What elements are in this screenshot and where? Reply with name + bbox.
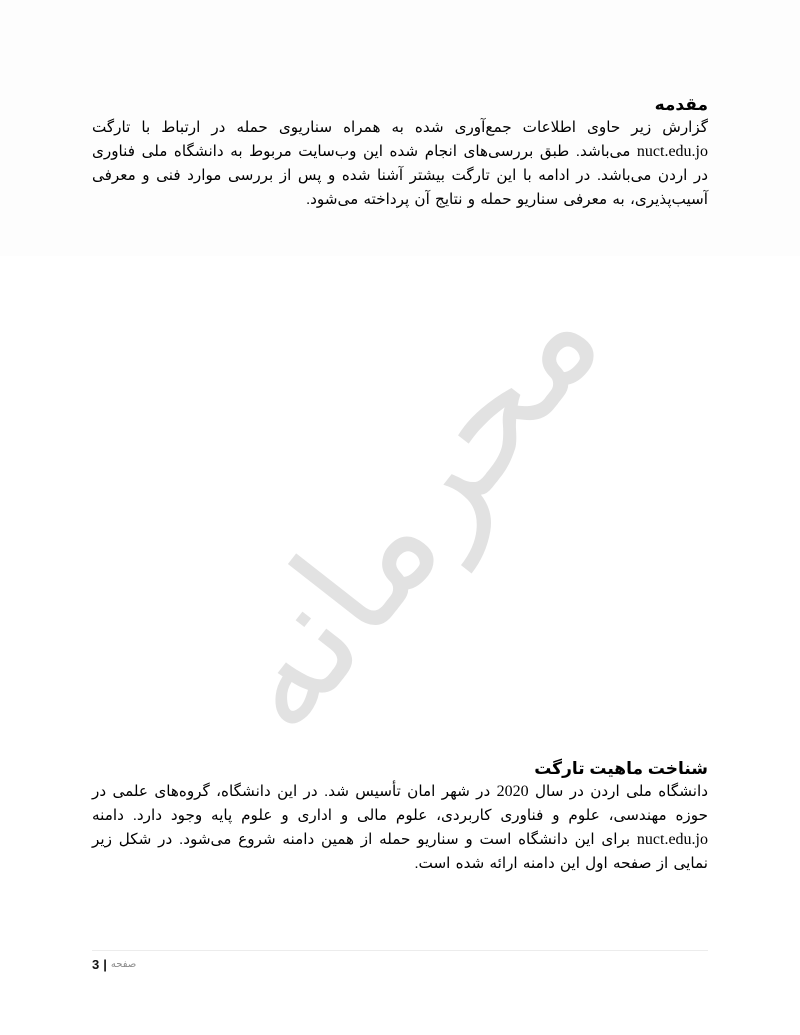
intro-heading: مقدمه — [654, 95, 708, 114]
intro-text-part-2: می‌باشد. طبق بررسی‌های انجام شده این وب‌سایت مربوط به دانشگاه ملی فناوری در اردن می‌باشد. در ادامه با این تارگت بیشتر آشنا شده و پس از بررسی موارد فنی و معرفی آسیب‌پذیری، به معرفی سناریو حمله و نتایج آن پرداخته می‌شود. — [92, 143, 708, 208]
target-domain: nuct.edu.jo — [636, 143, 708, 160]
page-separator: | — [103, 956, 107, 972]
page-label: صفحه — [110, 958, 137, 970]
page-number: 3 — [92, 956, 100, 972]
page-footer — [92, 955, 136, 973]
target-identification-section — [92, 758, 708, 876]
intro-paragraph — [92, 116, 708, 212]
intro-section — [92, 94, 708, 212]
target-domain: nuct.edu.jo — [636, 831, 708, 848]
intro-text-part-1: گزارش زیر حاوی اطلاعات جمع‌آوری شده به همراه سناریوی حمله در ارتباط با تارگت — [92, 119, 708, 136]
target-text-part-2: در شهر امان تأسیس شد. در این دانشگاه، گروه‌های علمی در حوزه مهندسی، علوم و فناوری کاربردی، علوم مالی و اداری و علوم پایه وجود دارد. دامنه — [92, 783, 708, 824]
target-text-part-3: برای این دانشگاه است و سناریو حمله از همین دامنه شروع می‌شود. در شکل زیر نمایی از صفحه اول این دامنه ارائه شده است. — [92, 831, 708, 872]
target-paragraph — [92, 780, 708, 876]
target-text-part-1: دانشگاه ملی اردن در سال — [528, 783, 708, 800]
target-heading: شناخت ماهیت تارگت — [534, 759, 708, 778]
footer-divider — [92, 950, 708, 951]
founding-year: 2020 — [496, 783, 529, 800]
confidential-watermark: محرمانه — [185, 256, 635, 764]
